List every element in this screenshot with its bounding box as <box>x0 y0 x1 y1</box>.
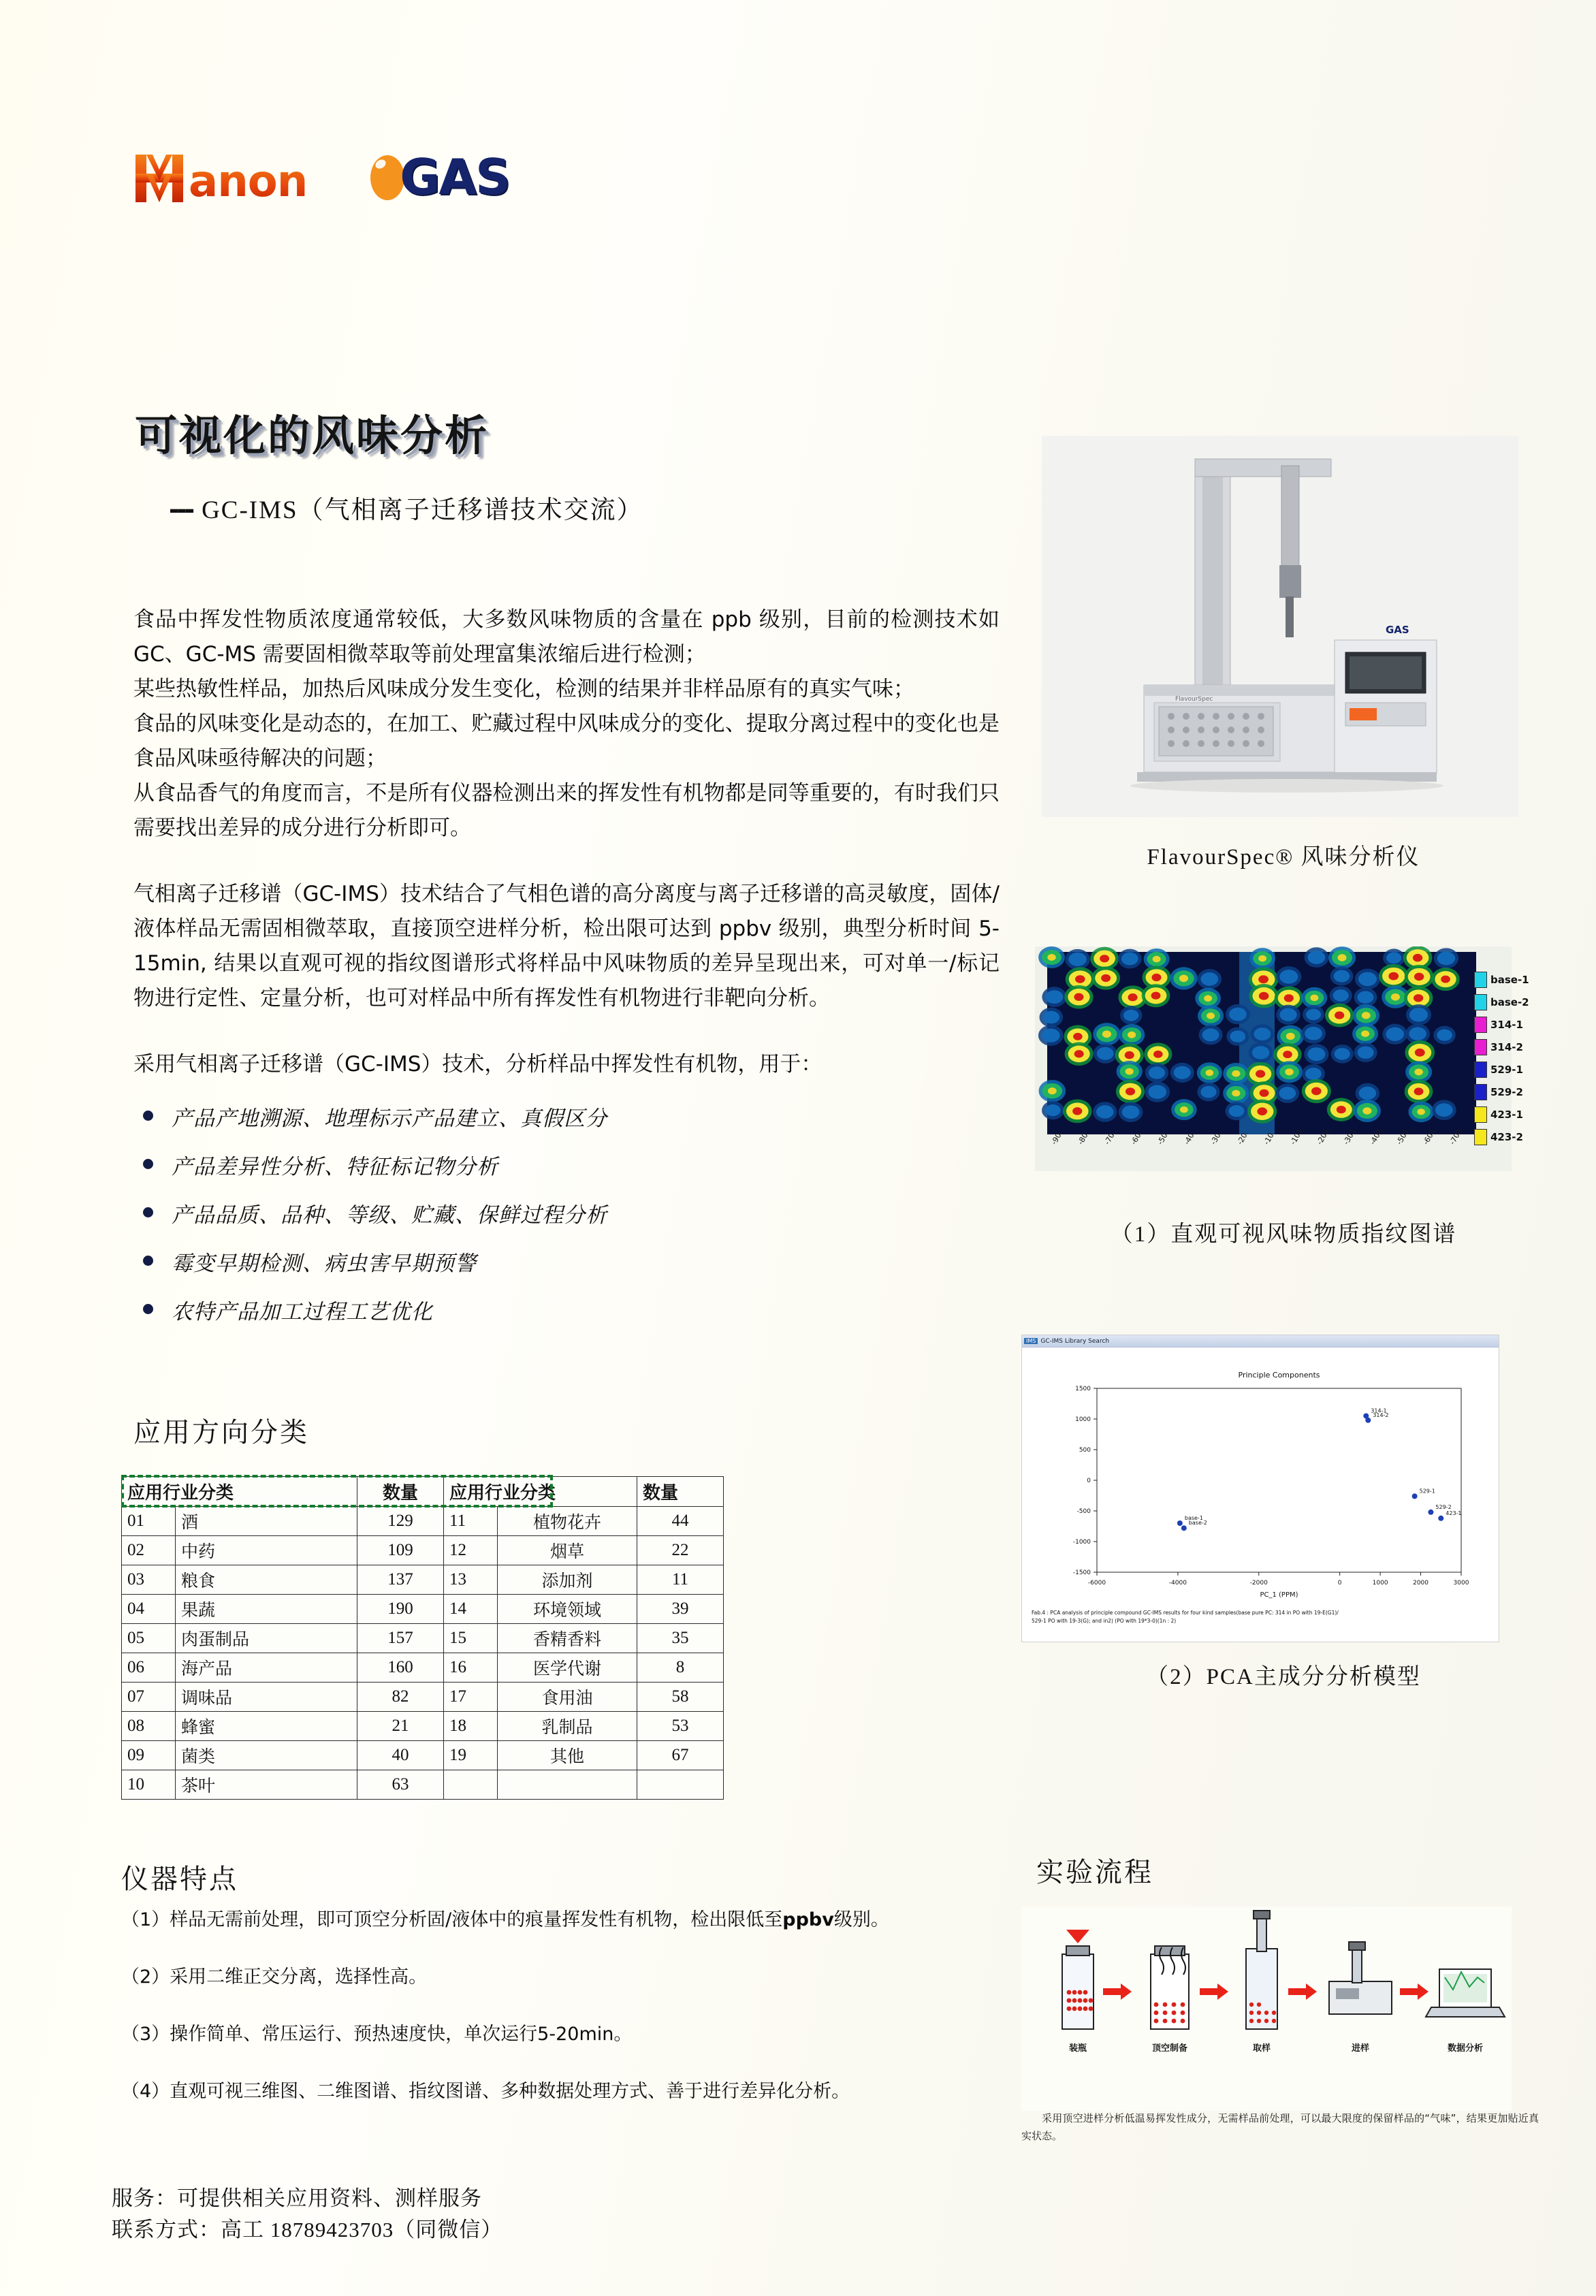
legend-item <box>1474 992 1546 1013</box>
fingerprint-heatmap-canvas <box>1035 946 1512 1171</box>
cell-qty-left: 129 <box>357 1507 444 1536</box>
svg-text:1000: 1000 <box>1075 1416 1091 1423</box>
cell-qty-left: 160 <box>357 1653 444 1683</box>
cell-category-right: 食用油 <box>498 1683 637 1712</box>
svg-text:-40.: -40. <box>1182 1129 1198 1147</box>
svg-text:1000: 1000 <box>1372 1580 1388 1587</box>
workflow-note-text: 采用顶空进样分析低温易挥发性成分，无需样品前处理，可以最大限度的保留样品的“气味”，结果更加贴近真实状态。 <box>1021 2112 1539 2142</box>
cell-qty-right: 39 <box>637 1595 724 1624</box>
hanon-h-mark-icon <box>133 153 193 204</box>
fingerprint-heatmap-figure <box>1035 946 1512 1171</box>
cell-category-right: 环境领域 <box>498 1595 637 1624</box>
cell-id-left: 04 <box>122 1595 176 1624</box>
subtitle-dash: --- <box>169 495 193 524</box>
legend-swatch <box>1474 1106 1487 1123</box>
legend-item <box>1474 1104 1546 1125</box>
gas-wordmark: GAS <box>400 148 509 206</box>
cell-qty-right <box>637 1770 724 1800</box>
column-header-qty-left: 数量 <box>357 1477 444 1507</box>
hanon-wordmark: anon <box>189 157 308 208</box>
svg-text:-501.: -501. <box>1394 1125 1412 1147</box>
svg-text:314-1: 314-1 <box>1371 1407 1387 1414</box>
applications-table-wrapper <box>121 1476 724 1800</box>
list-item: 农特产品加工过程工艺优化 <box>133 1294 1000 1325</box>
fingerprint-legend <box>1474 970 1546 1147</box>
cell-category-left: 粮食 <box>176 1565 357 1595</box>
legend-label: 423-1 <box>1490 1109 1523 1121</box>
cell-category-right: 其他 <box>498 1741 637 1770</box>
svg-text:Principle Components: Principle Components <box>1238 1371 1320 1380</box>
legend-swatch <box>1474 972 1487 988</box>
footer-service: 服务：可提供相关应用资料、测样服务 <box>112 2186 482 2210</box>
section-heading-workflow: 实验流程 <box>1036 1857 1153 1887</box>
pca-scatter-plot <box>1022 1348 1499 1642</box>
legend-item <box>1474 1059 1546 1080</box>
workflow-note <box>1021 2109 1539 2145</box>
pca-window-chip: IMS <box>1024 1338 1038 1344</box>
svg-text:-10.: -10. <box>1262 1129 1277 1147</box>
gas-logo <box>368 148 509 206</box>
column-header-category-right: 应用行业分类 <box>444 1477 637 1507</box>
cell-id-left: 03 <box>122 1565 176 1595</box>
cell-category-left: 酒 <box>176 1507 357 1536</box>
svg-text:-1500: -1500 <box>1072 1569 1091 1576</box>
svg-text:423-1: 423-1 <box>1446 1510 1462 1516</box>
intro-paragraph-3: 食品的风味变化是动态的，在加工、贮藏过程中风味成分的变化、提取分离过程中的变化也是食品风味亟待解决的问题； <box>133 712 1000 771</box>
intro-paragraph-5: 气相离子迁移谱（GC-IMS）技术结合了气相色谱的高分离度与离子迁移谱的高灵敏度，固体/液体样品无需固相微萃取，直接顶空进样分析，检出限可达到 ppbv 级别，典型分析时间 5-15min, 结果以直观可视的指纹图谱形式将样品中风味物质的差异呈现出来，可对单一/标记物进行定性、定量分析，也可对样品中所有挥发性有机物进行非靶向分析。 <box>133 882 1000 1010</box>
svg-text:base-2: base-2 <box>1188 1520 1207 1527</box>
cell-id-right: 11 <box>444 1507 498 1536</box>
legend-swatch <box>1474 1039 1487 1055</box>
svg-text:-401.: -401. <box>1368 1125 1386 1147</box>
svg-text:装瓶: 装瓶 <box>1068 2043 1087 2054</box>
cell-qty-left: 21 <box>357 1712 444 1741</box>
cell-qty-left: 157 <box>357 1624 444 1653</box>
svg-text:-201.: -201. <box>1315 1125 1332 1147</box>
feature-item <box>121 2078 1006 2105</box>
feature-text: （2）采用二维正交分离，选择性高。 <box>121 1966 428 1988</box>
applications-list <box>133 1101 1000 1325</box>
svg-text:314-2: 314-2 <box>1373 1412 1389 1418</box>
svg-text:-90.: -90. <box>1049 1129 1065 1147</box>
cell-category-right: 香精香料 <box>498 1624 637 1653</box>
cell-category-right: 植物花卉 <box>498 1507 637 1536</box>
svg-text:GAS: GAS <box>1386 624 1409 636</box>
legend-swatch <box>1474 1084 1487 1100</box>
svg-text:2000: 2000 <box>1413 1580 1429 1587</box>
svg-text:-301.: -301. <box>1341 1125 1359 1147</box>
svg-text:0: 0 <box>1337 1580 1342 1587</box>
pca-plot-window <box>1021 1335 1499 1642</box>
cell-qty-left: 137 <box>357 1565 444 1595</box>
svg-text:Fab.4 : PCA analysis of princi: Fab.4 : PCA analysis of principle compound GC-IMS results for four kind samples(base pure PC: 314 in PO with 19-E(G1)/ <box>1032 1610 1339 1616</box>
pca-window-title: GC-IMS Library Search <box>1040 1337 1110 1345</box>
svg-text:529-1: 529-1 <box>1419 1488 1435 1495</box>
svg-text:-1000: -1000 <box>1072 1539 1091 1546</box>
feature-text: （3）操作简单、常压运行、预热速度快，单次运行5-20min。 <box>121 2024 633 2045</box>
svg-text:-701.: -701. <box>1448 1125 1465 1147</box>
svg-text:FlavourSpec: FlavourSpec <box>1175 696 1213 703</box>
feature-item <box>121 2021 1006 2048</box>
table-row <box>122 1565 724 1595</box>
feature-item <box>121 1964 1006 1991</box>
cell-category-left: 海产品 <box>176 1653 357 1683</box>
cell-qty-right: 11 <box>637 1565 724 1595</box>
cell-qty-left: 82 <box>357 1683 444 1712</box>
cell-id-left: 09 <box>122 1741 176 1770</box>
cell-id-right: 19 <box>444 1741 498 1770</box>
cell-id-right: 18 <box>444 1712 498 1741</box>
svg-text:529-2: 529-2 <box>1435 1503 1452 1510</box>
legend-label: 314-2 <box>1490 1041 1523 1053</box>
figure-1-caption: （1）直观可视风味物质指纹图谱 <box>1110 1222 1457 1247</box>
cell-category-left: 菌类 <box>176 1741 357 1770</box>
column-header-qty-right: 数量 <box>637 1477 724 1507</box>
footer <box>112 2183 502 2246</box>
workflow-diagram <box>1021 1907 1512 2111</box>
legend-swatch <box>1474 994 1487 1010</box>
table-row <box>122 1653 724 1683</box>
pca-window-titlebar <box>1022 1335 1499 1348</box>
legend-item <box>1474 970 1546 990</box>
svg-text:顶空制备: 顶空制备 <box>1151 2043 1188 2054</box>
table-row <box>122 1536 724 1565</box>
legend-label: 529-2 <box>1490 1086 1523 1098</box>
cell-category-right: 烟草 <box>498 1536 637 1565</box>
cell-qty-left: 109 <box>357 1536 444 1565</box>
svg-text:取样: 取样 <box>1252 2043 1271 2054</box>
cell-id-left: 01 <box>122 1507 176 1536</box>
cell-category-right <box>498 1770 637 1800</box>
legend-swatch <box>1474 1129 1487 1145</box>
cell-category-left: 果蔬 <box>176 1595 357 1624</box>
cell-category-right: 添加剂 <box>498 1565 637 1595</box>
svg-text:-101.: -101. <box>1288 1125 1306 1147</box>
svg-text:1500: 1500 <box>1075 1386 1091 1392</box>
feature-emphasis: ppbv <box>782 1909 834 1930</box>
cell-id-right: 14 <box>444 1595 498 1624</box>
svg-text:数据分析: 数据分析 <box>1447 2043 1484 2054</box>
svg-text:500: 500 <box>1079 1447 1091 1454</box>
intro-body <box>133 603 1000 1343</box>
intro-paragraph-1: 食品中挥发性物质浓度通常较低，大多数风味物质的含量在 ppb 级别，目前的检测技术如 GC、GC-MS 需要固相微萃取等前处理富集浓缩后进行检测； <box>133 607 1000 667</box>
table-row <box>122 1683 724 1712</box>
cell-category-left: 中药 <box>176 1536 357 1565</box>
legend-label: base-2 <box>1490 996 1529 1008</box>
svg-text:-80.: -80. <box>1076 1129 1091 1147</box>
svg-text:base-1: base-1 <box>1184 1515 1203 1521</box>
figure-2-caption: （2）PCA主成分分析模型 <box>1146 1665 1421 1689</box>
cell-qty-right: 8 <box>637 1653 724 1683</box>
cell-qty-left: 190 <box>357 1595 444 1624</box>
cell-category-left: 茶叶 <box>176 1770 357 1800</box>
table-row <box>122 1741 724 1770</box>
cell-qty-right: 53 <box>637 1712 724 1741</box>
table-header-row <box>122 1477 724 1507</box>
legend-label: 314-1 <box>1490 1019 1523 1031</box>
list-item: 霉变早期检测、病虫害早期预警 <box>133 1246 1000 1277</box>
svg-text:-50.: -50. <box>1155 1129 1171 1147</box>
legend-label: 423-2 <box>1490 1131 1523 1143</box>
cell-id-right: 17 <box>444 1683 498 1712</box>
cell-qty-left: 40 <box>357 1741 444 1770</box>
applications-lead-in: 采用气相离子迁移谱（GC-IMS）技术，分析样品中挥发性有机物，用于： <box>133 1052 823 1077</box>
cell-id-right: 15 <box>444 1624 498 1653</box>
cell-category-right: 乳制品 <box>498 1712 637 1741</box>
list-item: 产品差异性分析、特征标记物分析 <box>133 1149 1000 1180</box>
column-header-category-left: 应用行业分类 <box>122 1477 357 1507</box>
subtitle-text: GC-IMS（气相离子迁移谱技术交流） <box>202 496 643 524</box>
legend-swatch <box>1474 1062 1487 1078</box>
cell-qty-right: 44 <box>637 1507 724 1536</box>
features-list <box>121 1907 1006 2135</box>
svg-text:-2000: -2000 <box>1249 1580 1268 1587</box>
cell-id-left: 02 <box>122 1536 176 1565</box>
svg-text:进样: 进样 <box>1351 2043 1370 2054</box>
cell-id-right: 12 <box>444 1536 498 1565</box>
table-row <box>122 1624 724 1653</box>
cell-id-right <box>444 1770 498 1800</box>
cell-id-left: 06 <box>122 1653 176 1683</box>
cell-qty-right: 22 <box>637 1536 724 1565</box>
legend-label: 529-1 <box>1490 1064 1523 1076</box>
legend-item <box>1474 1015 1546 1035</box>
svg-text:3000: 3000 <box>1453 1580 1469 1587</box>
legend-item <box>1474 1127 1546 1147</box>
instrument-photo-caption: FlavourSpec® 风味分析仪 <box>1147 845 1420 870</box>
cell-category-left: 蜂蜜 <box>176 1712 357 1741</box>
cell-id-left: 10 <box>122 1770 176 1800</box>
cell-id-left: 08 <box>122 1712 176 1741</box>
svg-text:-20.: -20. <box>1235 1129 1251 1147</box>
intro-paragraph-2: 某些热敏性样品，加热后风味成分发生变化，检测的结果并非样品原有的真实气味； <box>133 677 914 701</box>
applications-table <box>121 1476 724 1800</box>
cell-id-left: 07 <box>122 1683 176 1712</box>
cell-qty-left: 63 <box>357 1770 444 1800</box>
section-heading-applications: 应用方向分类 <box>133 1417 309 1448</box>
footer-contact: 联系方式：高工 18789423703（同微信） <box>112 2218 503 2242</box>
svg-text:-70.: -70. <box>1102 1129 1118 1147</box>
table-row <box>122 1770 724 1800</box>
table-row <box>122 1595 724 1624</box>
table-row <box>122 1712 724 1741</box>
legend-swatch <box>1474 1017 1487 1033</box>
logo-row <box>133 140 509 214</box>
legend-item <box>1474 1037 1546 1057</box>
cell-id-right: 16 <box>444 1653 498 1683</box>
page-subtitle <box>169 489 643 526</box>
cell-qty-right: 67 <box>637 1741 724 1770</box>
applications-table-body <box>122 1507 724 1800</box>
svg-text:-60.: -60. <box>1129 1129 1145 1147</box>
cell-qty-right: 35 <box>637 1624 724 1653</box>
legend-item <box>1474 1082 1546 1102</box>
cell-category-left: 调味品 <box>176 1683 357 1712</box>
intro-paragraph-4: 从食品香气的角度而言，不是所有仪器检测出来的挥发性有机物都是同等重要的，有时我们只需要找出差异的成分进行分析即可。 <box>133 781 1000 840</box>
feature-text-suffix: 级别。 <box>833 1909 889 1930</box>
cell-id-right: 13 <box>444 1565 498 1595</box>
page-title: 可视化的风味分析 <box>135 411 490 460</box>
section-heading-features: 仪器特点 <box>121 1864 238 1894</box>
svg-text:-6000: -6000 <box>1087 1580 1106 1587</box>
list-item: 产品产地溯源、地理标示产品建立、真假区分 <box>133 1101 1000 1132</box>
cell-category-left: 肉蛋制品 <box>176 1624 357 1653</box>
svg-text:529-1 PO with 19-3(G); and in2: 529-1 PO with 19-3(G); and in2) (PO with 19*3-0)(1n : 2) <box>1032 1618 1177 1624</box>
cell-qty-right: 58 <box>637 1683 724 1712</box>
instrument-photo <box>1042 436 1518 817</box>
svg-text:-30.: -30. <box>1209 1129 1224 1147</box>
legend-label: base-1 <box>1490 974 1529 986</box>
table-row <box>122 1507 724 1536</box>
cell-category-right: 医学代谢 <box>498 1653 637 1683</box>
svg-text:-500: -500 <box>1076 1508 1091 1515</box>
feature-text: （1）样品无需前处理，即可顶空分析固/液体中的痕量挥发性有机物，检出限低至 <box>121 1909 783 1930</box>
cell-id-left: 05 <box>122 1624 176 1653</box>
svg-text:-601.: -601. <box>1421 1125 1439 1147</box>
svg-text:PC_1 (PPM): PC_1 (PPM) <box>1260 1591 1298 1599</box>
svg-text:0: 0 <box>1087 1478 1091 1484</box>
feature-item <box>121 1907 1006 1934</box>
feature-text: （4）直观可视三维图、二维图谱、指纹图谱、多种数据处理方式、善于进行差异化分析。 <box>121 2081 850 2102</box>
hanon-logo <box>133 150 308 208</box>
list-item: 产品品质、品种、等级、贮藏、保鲜过程分析 <box>133 1198 1000 1228</box>
svg-text:-4000: -4000 <box>1168 1580 1187 1587</box>
